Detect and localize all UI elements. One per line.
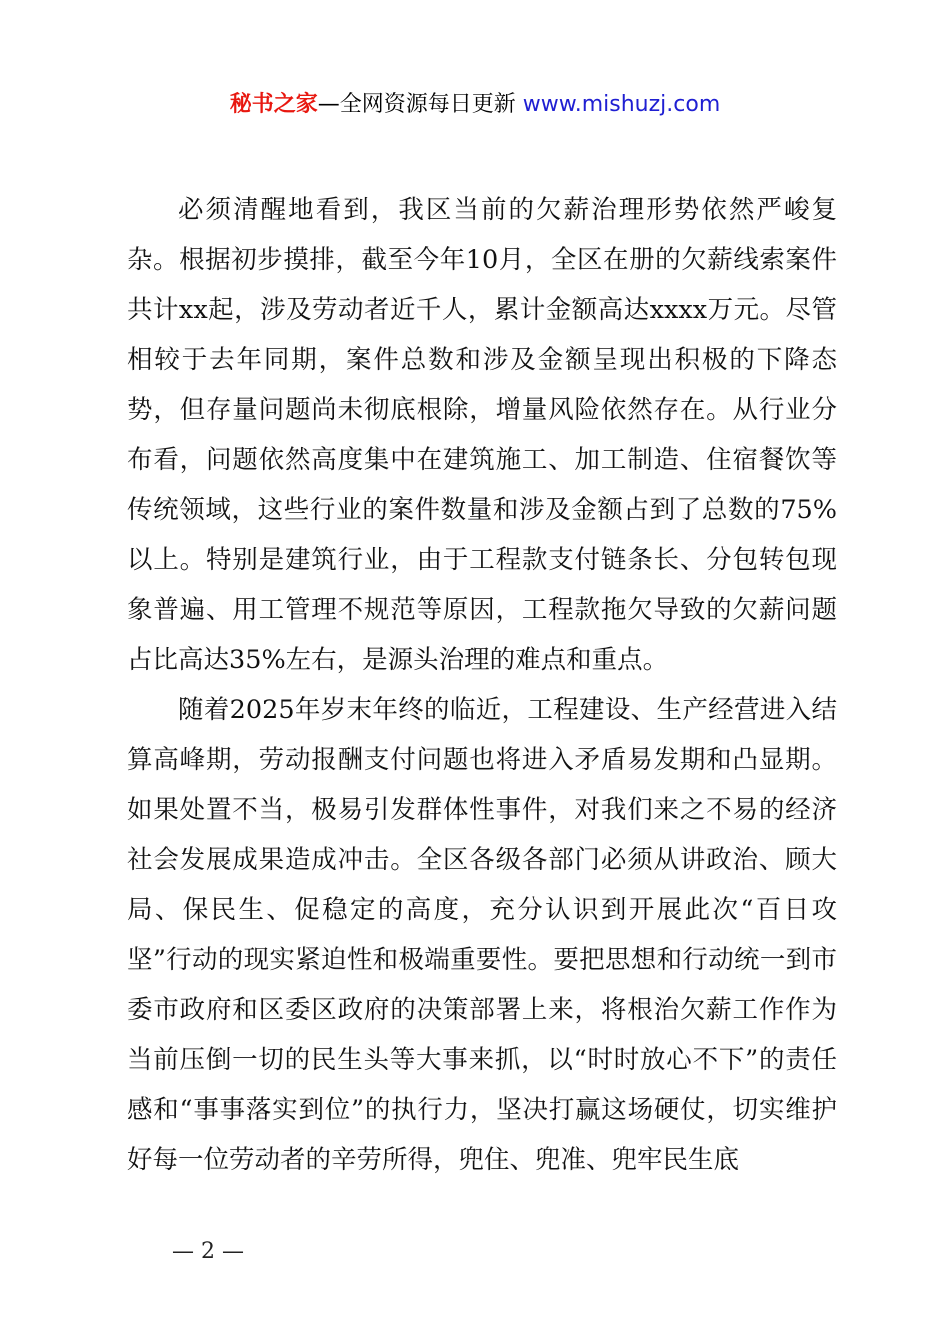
- header-url-link[interactable]: www.mishuzj.com: [522, 92, 721, 117]
- document-body: [127, 185, 837, 1185]
- paragraph-2: 随着2025年岁末年终的临近，工程建设、生产经营进入结算高峰期，劳动报酬支付问题也将进入矛盾易发期和凸显期。如果处置不当，极易引发群体性事件，对我们来之不易的经济社会发展成果造成冲击。全区各级各部门必须从讲政治、顾大局、保民生、促稳定的高度，充分认识到开展此次“百日攻坚”行动的现实紧迫性和极端重要性。要把思想和行动统一到市委市政府和区委区政府的决策部署上来，将根治欠薪工作作为当前压倒一切的民生头等大事来抓，以“时时放心不下”的责任感和“事事落实到位”的执行力，坚决打赢这场硬仗，切实维护好每一位劳动者的辛劳所得，兜住、兜准、兜牢民生底: [127, 695, 837, 1175]
- header-brand: 秘书之家: [229, 92, 318, 117]
- header-slogan: —全网资源每日更新: [317, 92, 516, 117]
- watermark-header: [0, 90, 950, 120]
- page-number: — 2 —: [172, 1239, 244, 1264]
- paragraph-1: 必须清醒地看到，我区当前的欠薪治理形势依然严峻复杂。根据初步摸排，截至今年10月，全区在册的欠薪线索案件共计xx起，涉及劳动者近千人，累计金额高达xxxx万元。尽管相较于去年同期，案件总数和涉及金额呈现出积极的下降态势，但存量问题尚未彻底根除，增量风险依然存在。从行业分布看，问题依然高度集中在建筑施工、加工制造、住宿餐饮等传统领域，这些行业的案件数量和涉及金额占到了总数的75%以上。特别是建筑行业，由于工程款支付链条长、分包转包现象普遍、用工管理不规范等原因，工程款拖欠导致的欠薪问题占比高达35%左右，是源头治理的难点和重点。: [127, 195, 837, 675]
